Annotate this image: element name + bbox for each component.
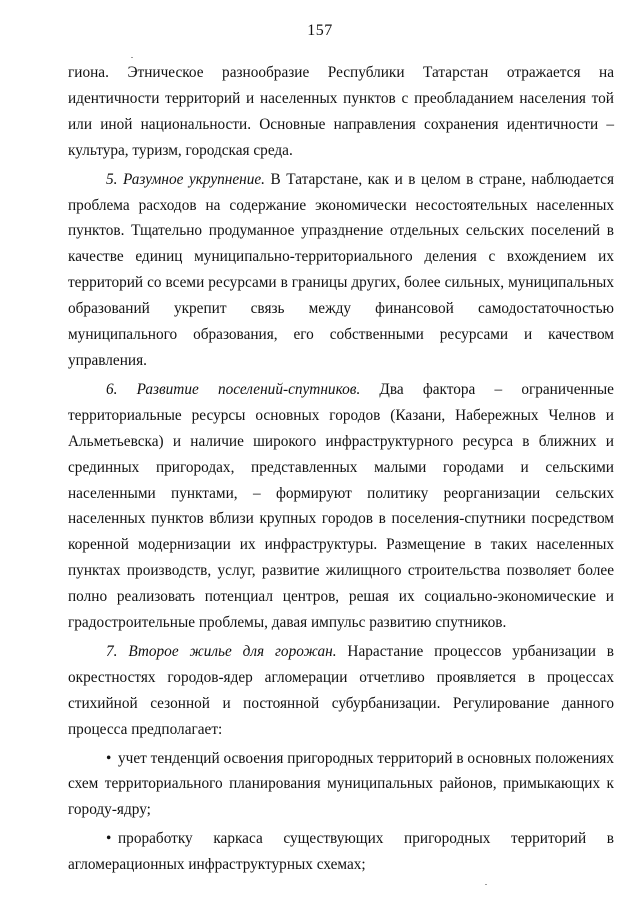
paragraph-continuation [68,60,614,164]
paragraph-second-housing [68,639,614,743]
paragraph-consolidation [68,167,614,374]
list-item-text: проработку каркаса существующих пригородных территорий в агломерационных инфраструктурных схемах; [68,830,614,874]
paragraph-satellite-settlements [68,377,614,636]
page-number: 157 [307,22,333,39]
paragraph-text: Два фактора – ограниченные территориальные ресурсы основных городов (Казани, Набережных Челнов и Альметьевска) и наличие широкого инфраструктурного ресурса в ближних и срединных пригородах, представленных малыми городами и сельскими населенными пунктами, – формируют политику реорганизации сельских населенных пунктов вблизи крупных городов в поселения-спутники посредством коренной модернизации их инфраструктуры. Размещение в таких населенных пунктах производств, услуг, развитие жилищного строительства позволяет более полно реализовать потенциал центров, решая их социально-экономические и градостроительные проблемы, давая импульс развитию спутников. [68,380,614,632]
document-body [68,60,614,878]
scan-speck [485,884,487,885]
paragraph-text: В Татарстане, как и в целом в стране, наблюдается проблема расходов на содержание экономически несостоятельных населенных пунктов. Тщательно продуманное упразднение отдельных сельских поселений в качестве единиц муниципально-территориального деления с вхождением их территорий со всеми ресурсами в границы других, более сильных, муниципальных образований укрепит связь между финансовой самодостаточностью муниципального образования, его собственными ресурсами и качеством управления. [68,170,614,369]
paragraph-heading: 5. Разумное укрупнение. [106,170,266,188]
paragraph-text: гиона. Этническое разнообразие Республики Татарстан отражается на идентичности территорий и населенных пунктов с преобладанием населения той или иной национальности. Основные направления сохранения идентичности – культура, туризм, городская среда. [68,64,614,159]
paragraph-heading: 6. Развитие поселений-спутников. [106,380,361,398]
bullet-icon: • [106,749,112,767]
paragraph-heading: 7. Второе жилье для горожан. [106,642,337,660]
paragraph-text: Нарастание процессов урбанизации в окрестностях городов-ядер агломерации отчетливо проявляется в процессах стихийной сезонной и постоянной субурбанизации. Регулирование данного процесса предполагает: [68,642,614,738]
list-item [68,826,614,878]
list-item-text: учет тенденций освоения пригородных территорий в основных положениях схем территориального планирования муниципальных районов, примыкающих к городу-ядру; [68,749,614,819]
bullet-icon: • [106,830,112,848]
scan-speck [131,57,133,58]
list-item [68,746,614,824]
